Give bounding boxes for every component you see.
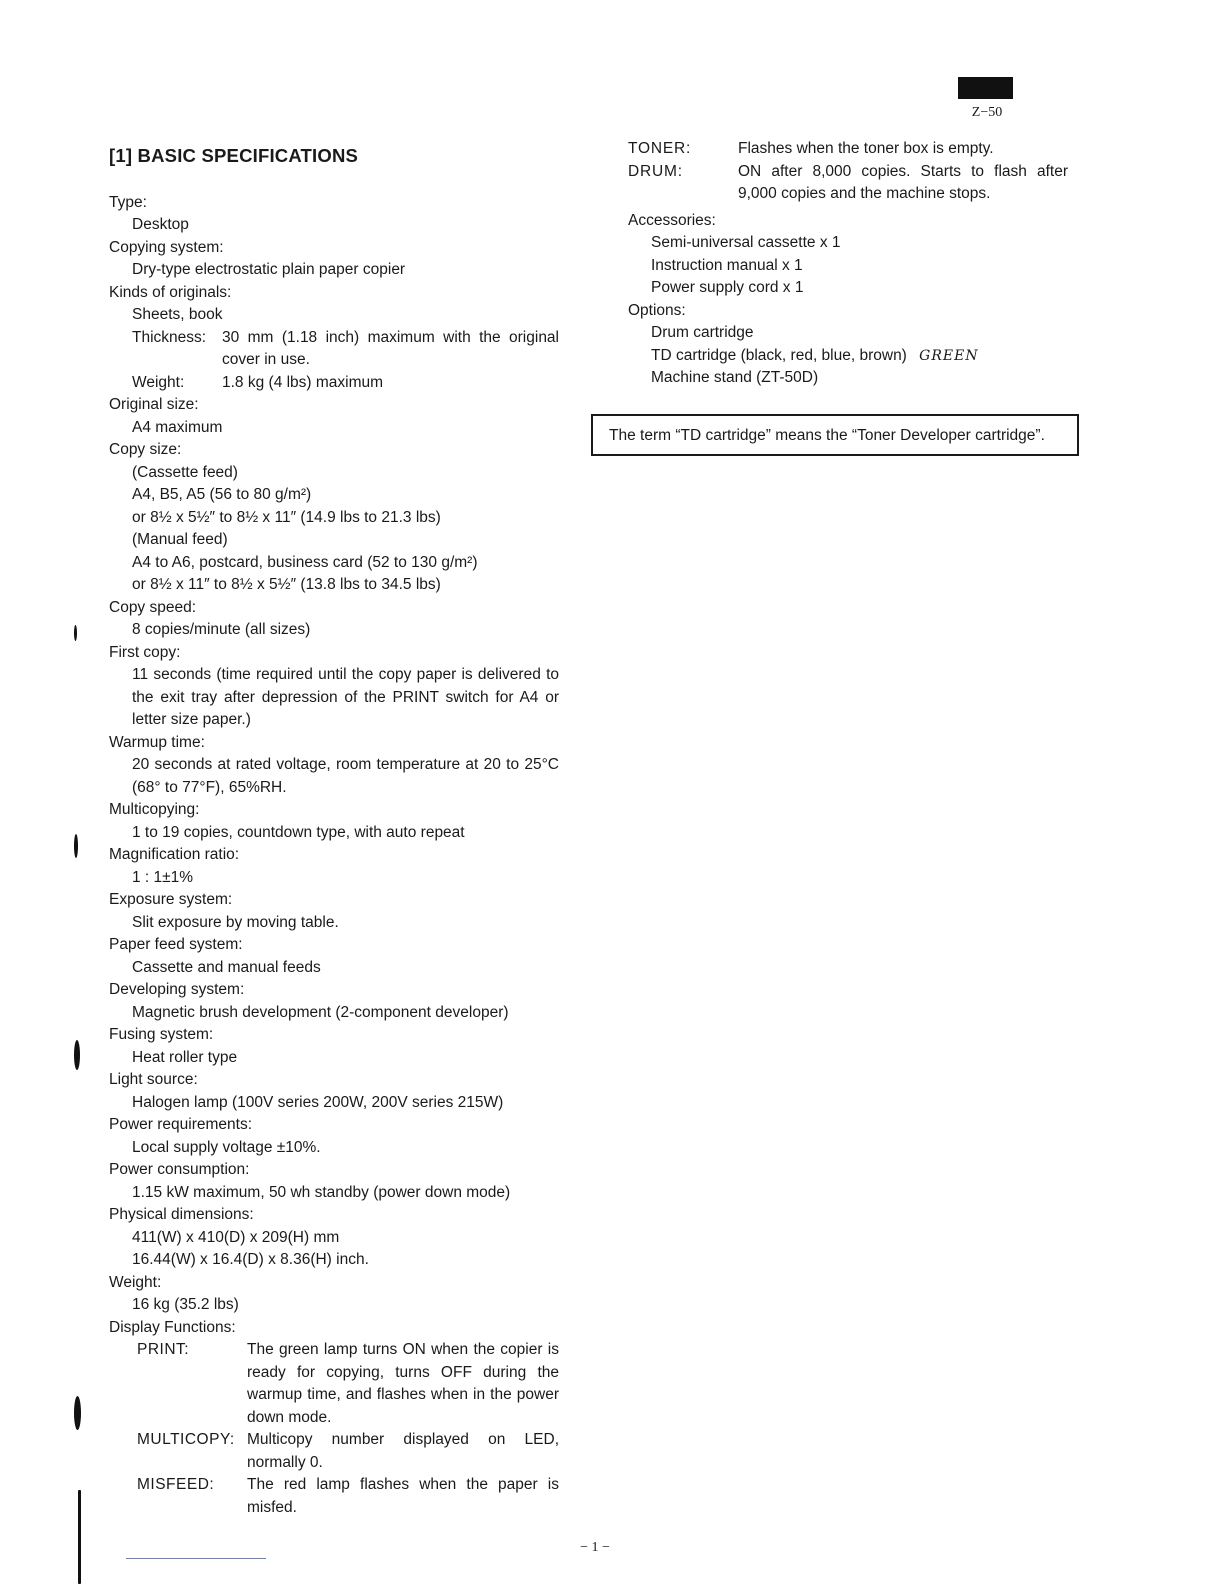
spec-subheading: Weight: — [132, 373, 185, 391]
spec-heading: Fusing system: — [109, 1026, 214, 1043]
binding-mark — [78, 1490, 81, 1584]
spec-heading: Multicopying: — [109, 801, 200, 818]
status-description: ON after 8,000 copies. Starts to flash after 9,000 copies and the machine stops. — [738, 162, 1068, 202]
thickness-row — [132, 327, 559, 372]
weight-row — [132, 372, 559, 395]
spec-value: A4 maximum — [132, 418, 223, 436]
spec-heading: Power consumption: — [109, 1161, 250, 1178]
spec-heading: Magnification ratio: — [109, 846, 240, 863]
spec-heading: Warmup time: — [109, 733, 205, 751]
display-description: Multicopy number displayed on LED, normally 0. — [247, 1431, 559, 1471]
spec-value: 16.44(W) x 16.4(D) x 8.36(H) inch. — [132, 1251, 369, 1268]
right-column — [628, 138, 1068, 390]
spec-heading: Type: — [109, 193, 147, 211]
spec-value: 1 to 19 copies, countdown type, with auto repeat — [132, 823, 465, 841]
status-row-toner — [628, 138, 1068, 161]
spec-value: Desktop — [132, 216, 189, 233]
spec-heading: Display Functions: — [109, 1318, 236, 1336]
spec-value: 30 mm (1.18 inch) maximum with the original cover in use. — [222, 328, 559, 368]
binding-mark — [74, 834, 78, 858]
spec-value: Magnetic brush development (2-component developer) — [132, 1003, 509, 1021]
spec-heading: Light source: — [109, 1071, 198, 1088]
spec-value: or 8½ x 11″ to 8½ x 5½″ (13.8 lbs to 34.5 lbs) — [132, 576, 441, 593]
accessories-heading: Accessories: — [628, 211, 716, 229]
spec-value: 8 copies/minute (all sizes) — [132, 621, 311, 638]
binding-mark — [74, 1040, 80, 1070]
spec-value: Sheets, book — [132, 306, 223, 323]
spec-heading: Exposure system: — [109, 891, 233, 908]
status-row-drum — [628, 161, 1068, 206]
display-key: MISFEED: — [137, 1476, 215, 1493]
display-key: PRINT: — [137, 1341, 190, 1358]
option-item-row — [651, 345, 1068, 368]
handwritten-annotation: GREEN — [919, 347, 979, 364]
spec-value: Cassette and manual feeds — [132, 958, 321, 976]
spec-heading: Copy speed: — [109, 598, 197, 616]
spec-heading: Physical dimensions: — [109, 1206, 254, 1223]
accessory-item: Power supply cord x 1 — [651, 279, 804, 296]
spec-heading: First copy: — [109, 643, 181, 661]
spec-value: 1.8 kg (4 lbs) maximum — [222, 373, 384, 391]
spec-heading: Power requirements: — [109, 1116, 253, 1133]
spec-heading: Weight: — [109, 1273, 162, 1291]
status-key: TONER: — [628, 140, 692, 157]
spec-value: Heat roller type — [132, 1048, 238, 1066]
spec-value: or 8½ x 5½″ to 8½ x 11″ (14.9 lbs to 21.3 lbs) — [132, 508, 441, 526]
spec-heading: Copying system: — [109, 238, 224, 256]
note-box: The term “TD cartridge” means the “Toner Developer cartridge”. — [591, 414, 1079, 456]
spec-value: 11 seconds (time required until the copy paper is delivered to the exit tray after depression of the PRINT switch for A4 or letter size paper.) — [132, 666, 559, 728]
footer-rule — [126, 1558, 266, 1559]
spec-value: Slit exposure by moving table. — [132, 913, 339, 931]
spec-heading: Kinds of originals: — [109, 283, 232, 301]
spec-value: A4, B5, A5 (56 to 80 g/m²) — [132, 486, 312, 503]
option-item: TD cartridge (black, red, blue, brown) — [651, 346, 907, 364]
section-title: [1] BASIC SPECIFICATIONS — [109, 145, 359, 166]
accessory-item: Instruction manual x 1 — [651, 256, 803, 274]
spec-value: Local supply voltage ±10%. — [132, 1138, 321, 1156]
basic-specifications — [109, 145, 559, 1519]
black-tab-marker — [958, 77, 1013, 99]
status-key: DRUM: — [628, 162, 683, 180]
display-description: The green lamp turns ON when the copier is ready for copying, turns OFF during the warmup time, and flashes when in the power down mode. — [247, 1341, 559, 1426]
spec-value: 1 : 1±1% — [132, 868, 194, 886]
display-description: The red lamp flashes when the paper is misfed. — [247, 1476, 559, 1516]
spec-value: (Manual feed) — [132, 531, 228, 548]
binding-mark — [74, 1396, 81, 1430]
spec-value: 1.15 kW maximum, 50 wh standby (power down mode) — [132, 1183, 511, 1201]
display-function-row — [137, 1339, 559, 1429]
spec-heading: Paper feed system: — [109, 936, 243, 953]
display-function-row — [137, 1429, 559, 1474]
spec-value: Dry-type electrostatic plain paper copier — [132, 261, 406, 278]
spec-subheading: Thickness: — [132, 328, 207, 346]
spec-value: A4 to A6, postcard, business card (52 to 130 g/m²) — [132, 553, 478, 571]
spec-heading: Copy size: — [109, 441, 182, 458]
spec-value: Halogen lamp (100V series 200W, 200V series 215W) — [132, 1093, 504, 1111]
options-heading: Options: — [628, 301, 686, 319]
option-item: Drum cartridge — [651, 324, 754, 341]
display-key: MULTICOPY: — [137, 1431, 235, 1448]
accessory-item: Semi-universal cassette x 1 — [651, 234, 841, 251]
status-description: Flashes when the toner box is empty. — [738, 140, 994, 157]
spec-value: 411(W) x 410(D) x 209(H) mm — [132, 1228, 340, 1246]
spec-heading: Original size: — [109, 396, 199, 413]
option-item: Machine stand (ZT-50D) — [651, 369, 819, 386]
spec-value: 16 kg (35.2 lbs) — [132, 1296, 239, 1313]
page-number: − 1 − — [580, 1540, 610, 1555]
spec-value: 20 seconds at rated voltage, room temperature at 20 to 25°C (68° to 77°F), 65%RH. — [132, 756, 559, 796]
model-number: Z−50 — [971, 105, 1003, 120]
display-function-row — [137, 1474, 559, 1519]
spec-value: (Cassette feed) — [132, 463, 238, 481]
spec-heading: Developing system: — [109, 981, 245, 998]
binding-mark — [74, 625, 77, 641]
